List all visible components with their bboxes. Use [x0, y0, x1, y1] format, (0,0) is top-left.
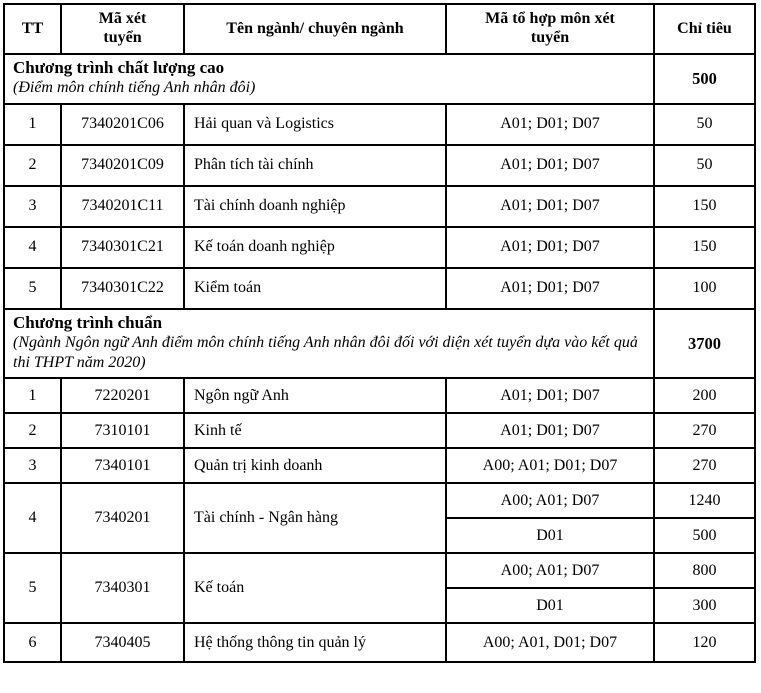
cell-tt: 1: [4, 104, 61, 145]
cell-quota: 270: [654, 448, 755, 483]
col-header-tt: [4, 4, 61, 54]
cell-quota: 150: [654, 186, 755, 227]
cell-combination: A01; D01; D07: [446, 186, 654, 227]
section-quota: 500: [654, 54, 755, 104]
col-header-quota-label: Chỉ tiêu: [677, 19, 732, 37]
col-header-code: [61, 4, 184, 54]
section-row-clc: [4, 54, 755, 104]
cell-quota: 800: [654, 553, 755, 588]
cell-quota: 100: [654, 268, 755, 309]
cell-code: 7340201C06: [61, 104, 184, 145]
cell-code: 7340201C09: [61, 145, 184, 186]
cell-tt: 6: [4, 623, 61, 662]
cell-tt: 4: [4, 227, 61, 268]
cell-combination: A01; D01; D07: [446, 378, 654, 413]
table-row: [4, 227, 755, 268]
cell-tt: 1: [4, 378, 61, 413]
cell-combination: D01: [446, 518, 654, 553]
header-row: [4, 4, 755, 54]
cell-major: Kế toán: [184, 553, 446, 623]
table-row: [4, 553, 755, 588]
section-title: Chương trình chuẩn: [13, 312, 163, 332]
cell-code: 7220201: [61, 378, 184, 413]
cell-combination: A01; D01; D07: [446, 227, 654, 268]
col-header-combination: [446, 4, 654, 54]
col-header-quota: [654, 4, 755, 54]
cell-combination: A00; A01; D07: [446, 553, 654, 588]
section-clc-cell: [4, 54, 654, 104]
cell-code: 7340301C21: [61, 227, 184, 268]
admissions-quota-table: [3, 3, 756, 663]
cell-code: 7340201: [61, 483, 184, 553]
cell-code: 7340301: [61, 553, 184, 623]
col-header-major: [184, 4, 446, 54]
col-header-code-label: Mã xét tuyển: [98, 10, 147, 46]
table-row: [4, 623, 755, 662]
table-row: [4, 448, 755, 483]
cell-tt: 2: [4, 145, 61, 186]
table-row: [4, 268, 755, 309]
table-row: [4, 413, 755, 448]
cell-combination: A01; D01; D07: [446, 268, 654, 309]
col-header-tt-label: TT: [21, 19, 44, 37]
section-standard-cell: [4, 309, 654, 378]
cell-major: Tài chính - Ngân hàng: [184, 483, 446, 553]
cell-combination: A00; A01, D01; D07: [446, 623, 654, 662]
table-row: [4, 378, 755, 413]
section-note: (Điểm môn chính tiếng Anh nhân đôi): [13, 79, 256, 97]
cell-quota: 200: [654, 378, 755, 413]
cell-combination: A01; D01; D07: [446, 145, 654, 186]
cell-code: 7310101: [61, 413, 184, 448]
table-row: [4, 186, 755, 227]
cell-combination: A01; D01; D07: [446, 104, 654, 145]
table-row: [4, 483, 755, 518]
cell-major: Kiểm toán: [184, 268, 446, 309]
cell-major: Quản trị kinh doanh: [184, 448, 446, 483]
cell-quota: 50: [654, 104, 755, 145]
cell-quota: 300: [654, 588, 755, 623]
cell-major: Kế toán doanh nghiệp: [184, 227, 446, 268]
cell-code: 7340101: [61, 448, 184, 483]
cell-quota: 50: [654, 145, 755, 186]
section-quota: 3700: [654, 309, 755, 378]
cell-code: 7340405: [61, 623, 184, 662]
cell-combination: A00; A01; D01; D07: [446, 448, 654, 483]
cell-combination: A01; D01; D07: [446, 413, 654, 448]
cell-major: Hệ thống thông tin quản lý: [184, 623, 446, 662]
cell-code: 7340301C22: [61, 268, 184, 309]
cell-major: Ngôn ngữ Anh: [184, 378, 446, 413]
cell-major: Phân tích tài chính: [184, 145, 446, 186]
cell-quota: 500: [654, 518, 755, 553]
cell-quota: 1240: [654, 483, 755, 518]
table-row: [4, 145, 755, 186]
cell-tt: 3: [4, 448, 61, 483]
cell-quota: 270: [654, 413, 755, 448]
cell-combination: A00; A01; D07: [446, 483, 654, 518]
section-row-standard: [4, 309, 755, 378]
section-title: Chương trình chất lượng cao: [13, 58, 225, 77]
cell-combination: D01: [446, 588, 654, 623]
cell-code: 7340201C11: [61, 186, 184, 227]
cell-tt: 2: [4, 413, 61, 448]
cell-tt: 5: [4, 268, 61, 309]
table-row: [4, 104, 755, 145]
cell-quota: 150: [654, 227, 755, 268]
cell-tt: 5: [4, 553, 61, 623]
cell-quota: 120: [654, 623, 755, 662]
cell-major: Hải quan và Logistics: [184, 104, 446, 145]
section-note: (Ngành Ngôn ngữ Anh điểm môn chính tiếng Anh nhân đôi đối với diện xét tuyển dựa vào kết quả thi THPT năm 2020): [13, 334, 638, 371]
cell-major: Tài chính doanh nghiệp: [184, 186, 446, 227]
cell-major: Kinh tế: [184, 413, 446, 448]
cell-tt: 3: [4, 186, 61, 227]
col-header-major-label: Tên ngành/ chuyên ngành: [226, 19, 404, 37]
cell-tt: 4: [4, 483, 61, 553]
col-header-combination-label: Mã tổ hợp môn xét tuyển: [485, 10, 615, 46]
